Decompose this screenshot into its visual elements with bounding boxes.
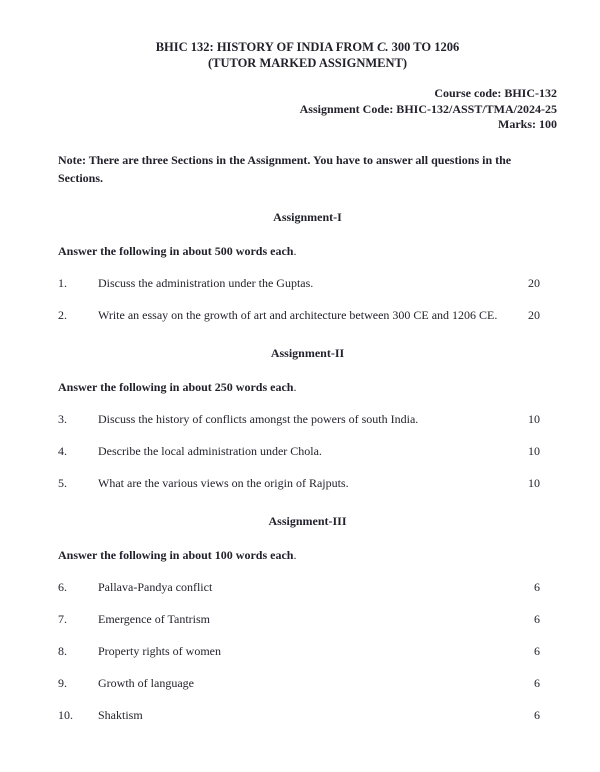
title-circa: C. (377, 40, 389, 54)
question-marks: 6 (534, 579, 540, 594)
meta-block (58, 86, 557, 133)
title-line-1 (58, 39, 557, 55)
question-text: Shaktism (98, 707, 143, 722)
question-number: 9. (58, 675, 67, 690)
question-text: What are the various views on the origin of Rajputs. (98, 475, 349, 490)
question-row-3 (58, 411, 557, 427)
note-text: Note: There are three Sections in the Assignment. You have to answer all questions in the Sections. (58, 152, 512, 185)
question-row-4 (58, 443, 557, 459)
question-marks: 6 (534, 707, 540, 722)
question-row-1 (58, 275, 557, 291)
question-marks: 10 (528, 443, 540, 458)
section-heading-assignment-3: Assignment-III (268, 513, 347, 528)
question-row-7 (58, 611, 557, 627)
question-text: Property rights of women (98, 643, 221, 658)
question-number: 5. (58, 475, 67, 490)
question-marks: 20 (528, 275, 540, 290)
question-marks: 6 (534, 611, 540, 626)
question-text: Describe the local administration under Chola. (98, 443, 322, 458)
question-marks: 6 (534, 675, 540, 690)
question-row-8 (58, 643, 557, 659)
question-text: Pallava-Pandya conflict (98, 579, 213, 594)
question-marks: 10 (528, 475, 540, 490)
question-row-10 (58, 707, 557, 723)
question-text: Emergence of Tantrism (98, 611, 211, 626)
assignment-code: Assignment Code: BHIC-132/ASST/TMA/2024-25 (299, 101, 557, 116)
question-text: Write an essay on the growth of art and architecture between 300 CE and 1206 CE. (98, 307, 498, 322)
question-number: 1. (58, 275, 67, 290)
section-heading-assignment-2: Assignment-II (270, 345, 345, 360)
question-text: Discuss the administration under the Guptas. (98, 275, 314, 290)
question-number: 8. (58, 643, 67, 658)
question-number: 2. (58, 307, 67, 322)
section-heading-assignment-1: Assignment-I (273, 209, 342, 224)
question-marks: 6 (534, 643, 540, 658)
question-number: 3. (58, 411, 67, 426)
question-row-2 (58, 307, 557, 323)
question-marks: 10 (528, 411, 540, 426)
question-number: 4. (58, 443, 67, 458)
document-title (58, 39, 557, 71)
instruction-text: Answer the following in about 100 words each (58, 547, 294, 562)
question-row-6 (58, 579, 557, 595)
instruction-text: Answer the following in about 500 words each (58, 243, 294, 258)
title-prefix: BHIC 132: HISTORY OF INDIA FROM (155, 40, 374, 54)
instruction-period: . (293, 243, 297, 258)
section-instruction-assignment-2 (58, 379, 557, 395)
instruction-period: . (293, 379, 297, 394)
title-suffix: 300 TO 1206 (391, 40, 460, 54)
instruction-text: Answer the following in about 250 words each (58, 379, 294, 394)
section-instruction-assignment-1 (58, 243, 557, 259)
question-text: Discuss the history of conflicts amongst the powers of south India. (98, 411, 419, 426)
question-row-9 (58, 675, 557, 691)
question-number: 10. (58, 707, 73, 722)
question-marks: 20 (528, 307, 540, 322)
instruction-period: . (293, 547, 297, 562)
question-number: 7. (58, 611, 67, 626)
total-marks: Marks: 100 (498, 117, 557, 131)
section-instruction-assignment-3 (58, 547, 557, 563)
question-text: Growth of language (98, 675, 194, 690)
course-code: Course code: BHIC-132 (434, 86, 557, 100)
question-row-5 (58, 475, 557, 491)
title-line-2: (TUTOR MARKED ASSIGNMENT) (207, 56, 408, 70)
question-number: 6. (58, 579, 67, 594)
